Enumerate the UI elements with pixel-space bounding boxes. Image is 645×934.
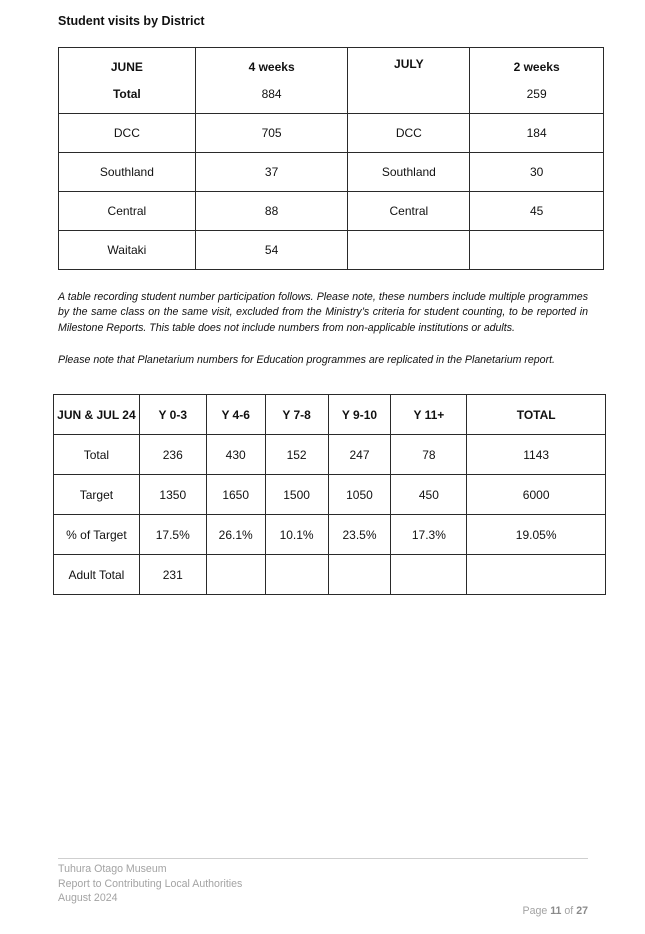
header-cell: Y 0-3 (139, 395, 206, 435)
footer-divider (58, 858, 588, 859)
table-cell: Southland (348, 153, 470, 192)
section-heading: Student visits by District (58, 14, 205, 28)
table-cell: Central (348, 192, 470, 231)
table-cell: 236 (139, 435, 206, 475)
page-number: Page 11 of 27 (522, 905, 588, 917)
table-row (59, 231, 604, 270)
table-cell: DCC (348, 114, 470, 153)
table-cell: 78 (391, 435, 467, 475)
table-cell: 1500 (265, 475, 328, 515)
table-cell (328, 555, 391, 595)
table-cell: 45 (470, 192, 604, 231)
table-row (59, 114, 604, 153)
table-cell: % of Target (54, 515, 140, 555)
table-cell: Southland (59, 153, 196, 192)
table-cell: 19.05% (467, 515, 606, 555)
table-cell: 10.1% (265, 515, 328, 555)
table-cell: 37 (195, 153, 348, 192)
table-cell: 1650 (206, 475, 265, 515)
header-cell: JULY (348, 48, 470, 114)
table-cell: 1143 (467, 435, 606, 475)
table-cell: 17.5% (139, 515, 206, 555)
header-cell: JUN & JUL 24 (54, 395, 140, 435)
header-cell: Y 4-6 (206, 395, 265, 435)
table-cell: 231 (139, 555, 206, 595)
table-cell: 30 (470, 153, 604, 192)
table-cell: Target (54, 475, 140, 515)
header-cell: Y 11+ (391, 395, 467, 435)
table-cell: 54 (195, 231, 348, 270)
table-row (54, 475, 606, 515)
header-cell: Y 9-10 (328, 395, 391, 435)
table-cell: 23.5% (328, 515, 391, 555)
table-cell: Central (59, 192, 196, 231)
table-cell: 17.3% (391, 515, 467, 555)
table-row (54, 515, 606, 555)
year-level-table (53, 394, 606, 595)
header-cell: JUNE Total (59, 48, 196, 114)
footer-org: Tuhura Otago Museum (58, 863, 167, 875)
table-cell: 1350 (139, 475, 206, 515)
table-cell: Waitaki (59, 231, 196, 270)
planetarium-note: Please note that Planetarium numbers for Education programmes are replicated in the Planetarium report. (58, 354, 555, 366)
header-cell: 2 weeks 259 (470, 48, 604, 114)
table-cell: 705 (195, 114, 348, 153)
footer-text (58, 862, 242, 906)
table-cell (348, 231, 470, 270)
table-cell: DCC (59, 114, 196, 153)
table-cell (470, 231, 604, 270)
table-header-row (54, 395, 606, 435)
table-cell (467, 555, 606, 595)
table-cell (206, 555, 265, 595)
table-cell (391, 555, 467, 595)
table-row (54, 435, 606, 475)
footer-date: August 2024 (58, 892, 118, 904)
table-row (59, 153, 604, 192)
table-row (59, 192, 604, 231)
table-cell: Total (54, 435, 140, 475)
header-cell: TOTAL (467, 395, 606, 435)
table-cell: 152 (265, 435, 328, 475)
table-cell: 26.1% (206, 515, 265, 555)
header-cell: Y 7-8 (265, 395, 328, 435)
table-cell: Adult Total (54, 555, 140, 595)
table-header-row (59, 48, 604, 114)
table-row (54, 555, 606, 595)
table-cell: 1050 (328, 475, 391, 515)
district-visits-table (58, 47, 604, 270)
footer-report: Report to Contributing Local Authorities (58, 877, 243, 890)
table-cell: 184 (470, 114, 604, 153)
table-cell: 88 (195, 192, 348, 231)
table-cell: 450 (391, 475, 467, 515)
header-cell: 4 weeks 884 (195, 48, 348, 114)
table-cell (265, 555, 328, 595)
table-cell: 430 (206, 435, 265, 475)
table-cell: 247 (328, 435, 391, 475)
participation-note: A table recording student number participation follows. Please note, these numbers include multiple programmes by the same class on the same visit, excluded from the Ministry’s criteria for student counting, to be reported in Milestone Reports. This table does not include numbers from non-applicable institutions or adults. (58, 291, 588, 334)
table-cell: 6000 (467, 475, 606, 515)
